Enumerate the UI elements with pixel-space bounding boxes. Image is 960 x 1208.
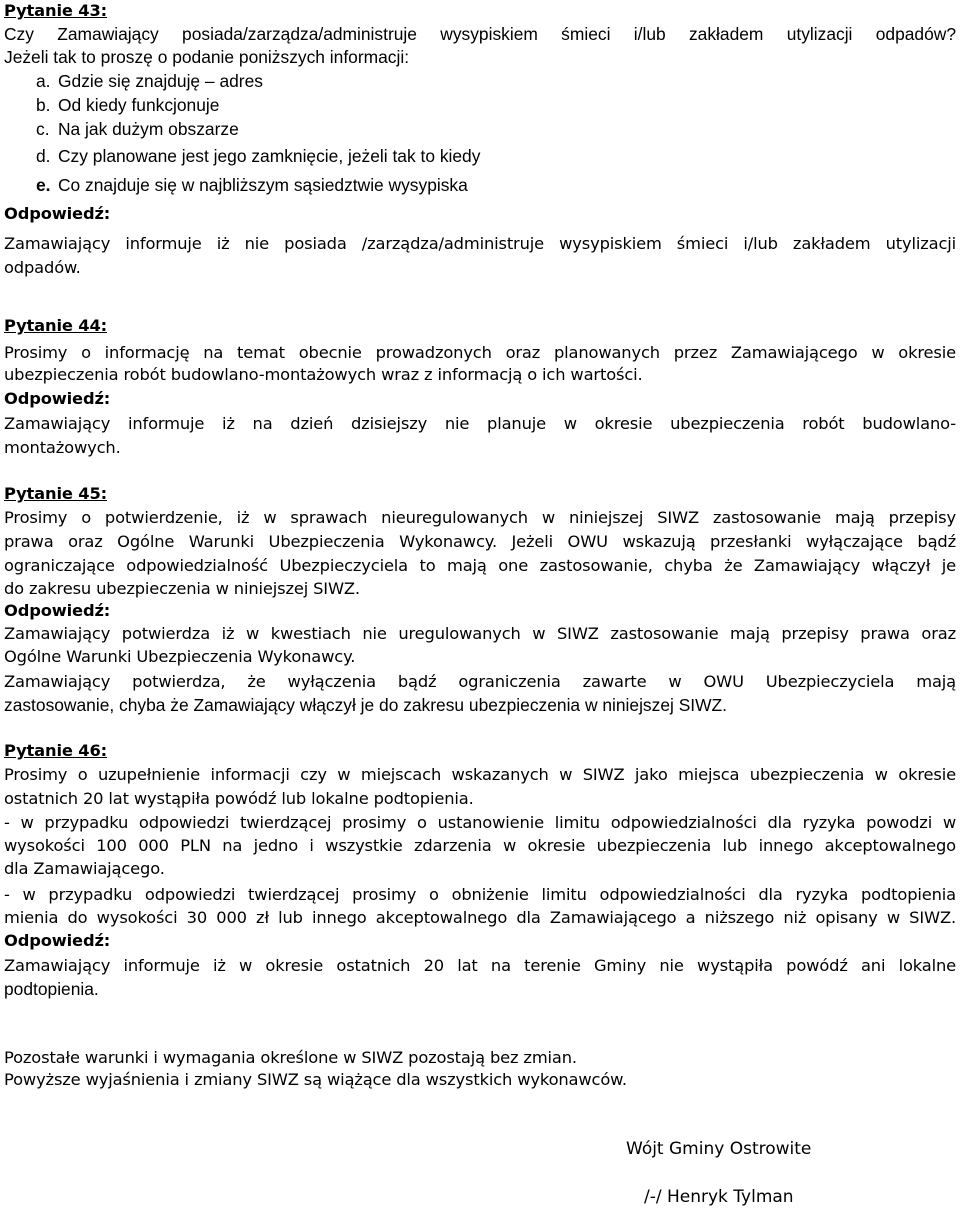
list-marker: a.: [36, 71, 51, 91]
list-marker: d.: [36, 146, 51, 166]
list-marker: e.: [36, 175, 51, 195]
answer-43-text-line: odpadów.: [4, 258, 81, 277]
question-46-text-line: dla Zamawiającego.: [4, 859, 165, 878]
list-item-text: Czy planowane jest jego zamknięcie, jeżeli tak to kiedy: [58, 146, 481, 166]
list-marker: b.: [36, 95, 51, 115]
question-46-heading: Pytanie 46:: [4, 741, 108, 760]
question-45-heading: Pytanie 45:: [4, 484, 108, 503]
answer-45-text-line: Zamawiający potwierdza, że wyłączenia bądź ograniczenia zawarte w OWU Ubezpieczyciela mają: [4, 672, 956, 691]
question-44-text-line: ubezpieczenia robót budowlano-montażowych wraz z informacją o ich wartości.: [4, 365, 643, 384]
question-43-text-line: Jeżeli tak to proszę o podanie poniższych informacji:: [4, 47, 410, 67]
answer-46-label: Odpowiedź:: [4, 931, 111, 950]
question-46-text-line: - w przypadku odpowiedzi twierdzącej prosimy o ustanowienie limitu odpowiedzialności dla ryzyka powodzi w: [4, 813, 956, 832]
list-item-text: Gdzie się znajduję – adres: [58, 71, 263, 91]
question-45-text-line: ograniczające odpowiedzialność Ubezpieczyciela to mają one zastosowanie, chyba że Zamawiający włączył je: [4, 556, 956, 575]
question-45-text-line: prawa oraz Ogólne Warunki Ubezpieczenia Wykonawcy. Jeżeli OWU wskazują przesłanki wyłączające bądź: [4, 532, 956, 551]
question-46-text-line: ostatnich 20 lat wystąpiła powódź lub lokalne podtopienia.: [4, 789, 474, 808]
question-46-text-line: wysokości 100 000 PLN na jedno i wszystkie zdarzenia w okresie ubezpieczenia lub innego akceptowalnego: [4, 836, 956, 855]
answer-45-text-line: zastosowanie, chyba że Zamawiający włączył je do zakresu ubezpieczenia w niniejszej SIWZ.: [4, 695, 727, 715]
question-44-heading: Pytanie 44:: [4, 316, 108, 335]
question-43-list-item: [36, 145, 956, 167]
question-45-text-line: do zakresu ubezpieczenia w niniejszej SIWZ.: [4, 579, 360, 598]
answer-46-text-line: Zamawiający informuje iż w okresie ostatnich 20 lat na terenie Gminy nie wystąpiła powódź ani lokalne: [4, 956, 956, 975]
signature-name: /-/ Henryk Tylman: [644, 1187, 794, 1207]
signature-title: Wójt Gminy Ostrowite: [626, 1139, 812, 1159]
question-46-text-line: Prosimy o uzupełnienie informacji czy w miejscach wskazanych w SIWZ jako miejsca ubezpieczenia w okresie: [4, 765, 956, 784]
question-43-list-item: [36, 174, 956, 196]
answer-44-text-line: Zamawiający informuje iż na dzień dzisiejszy nie planuje w okresie ubezpieczenia robót budowlano-: [4, 414, 956, 433]
answer-45-text-line: Ogólne Warunki Ubezpieczenia Wykonawcy.: [4, 647, 356, 666]
answer-44-text-line: montażowych.: [4, 438, 121, 457]
question-43-text-line: Czy Zamawiający posiada/zarządza/administruje wysypiskiem śmieci i/lub zakładem utylizacji odpadów?: [4, 24, 956, 44]
answer-45-text-line: Zamawiający potwierdza iż w kwestiach nie uregulowanych w SIWZ zastosowanie mają przepisy prawa oraz: [4, 624, 956, 643]
question-45-text-line: Prosimy o potwierdzenie, iż w sprawach nieuregulowanych w niniejszej SIWZ zastosowanie mają przepisy: [4, 508, 956, 527]
list-item-text: Co znajduje się w najbliższym sąsiedztwie wysypiska: [58, 175, 468, 195]
answer-43-text-line: Zamawiający informuje iż nie posiada /zarządza/administruje wysypiskiem śmieci i/lub zakładem utylizacji: [4, 234, 956, 253]
list-item-text: Na jak dużym obszarze: [58, 119, 239, 139]
closing-statement: Powyższe wyjaśnienia i zmiany SIWZ są wiążące dla wszystkich wykonawców.: [4, 1070, 627, 1089]
question-46-text-line: - w przypadku odpowiedzi twierdzącej prosimy o obniżenie limitu odpowiedzialności dla ryzyka podtopienia: [4, 885, 956, 904]
answer-43-label: Odpowiedź:: [4, 204, 111, 223]
answer-44-label: Odpowiedź:: [4, 389, 111, 408]
answer-45-label: Odpowiedź:: [4, 601, 111, 620]
answer-46-text-line: podtopienia.: [4, 979, 99, 999]
question-43-list-item: [36, 70, 956, 92]
question-43-list-item: [36, 118, 956, 140]
question-43-list-item: [36, 94, 956, 116]
question-43-heading: Pytanie 43:: [4, 1, 108, 20]
closing-statement: Pozostałe warunki i wymagania określone w SIWZ pozostają bez zmian.: [4, 1048, 577, 1067]
list-item-text: Od kiedy funkcjonuje: [58, 95, 220, 115]
list-marker: c.: [36, 119, 50, 139]
question-46-text-line: mienia do wysokości 30 000 zł lub innego akceptowalnego dla Zamawiającego a niższego niż opisany w SIWZ.: [4, 908, 956, 927]
question-44-text-line: Prosimy o informację na temat obecnie prowadzonych oraz planowanych przez Zamawiającego w okresie: [4, 343, 956, 362]
